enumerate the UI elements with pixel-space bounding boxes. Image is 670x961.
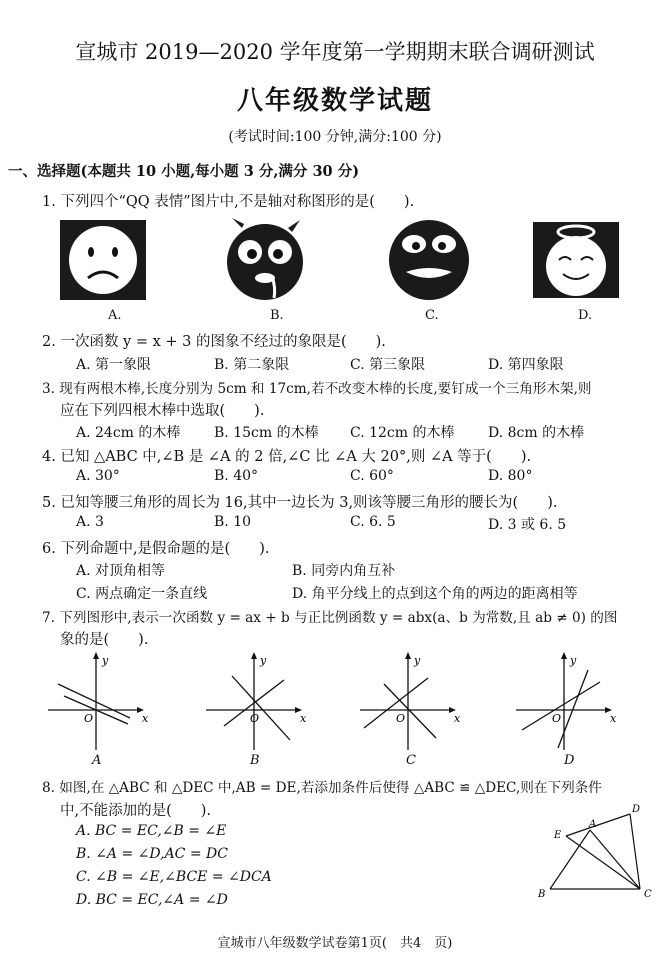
q7-graph-a [44, 648, 154, 752]
q8-option-d: D. BC = EC,∠A = ∠D [76, 892, 228, 908]
exam-info: (考试时间:100 分钟,满分:100 分) [228, 129, 442, 145]
q7-graph-b [202, 648, 312, 752]
q7-stem-line1: 7. 下列图形中,表示一次函数 y = ax + b 与正比例函数 y = abx(a、b 为常数,且 ab ≠ 0) 的图 [42, 610, 618, 626]
q8-triangle-figure [530, 800, 660, 905]
page-footer: 宣城市八年级数学试卷第1页( 共4 页) [217, 936, 453, 951]
q4-option-d: D. 80° [488, 468, 533, 484]
q8-option-c: C. ∠B = ∠E,∠BCE = ∠DCA [76, 869, 272, 885]
section1-heading: 一、选择题(本题共 10 小题,每小题 3 分,满分 30 分) [8, 163, 360, 180]
q7-b-y-label: y [260, 654, 267, 667]
q8-point-a: A [589, 819, 597, 830]
q7-label-d: D [564, 753, 575, 768]
q7-graph-d [512, 648, 622, 752]
q6-option-c: C. 两点确定一条直线 [76, 586, 208, 602]
q7-c-x-label: x [454, 712, 461, 725]
q3-stem-line2: 应在下列四根木棒中选取( ). [60, 403, 265, 419]
q3-stem-line1: 3. 现有两根木棒,长度分别为 5cm 和 17cm,若不改变木棒的长度,要钉成一个三角形木架,则 [42, 381, 592, 397]
q8-option-a: A. BC = EC,∠B = ∠E [76, 823, 227, 839]
q1-label-b: B. [270, 308, 284, 323]
q6-option-d: D. 角平分线上的点到这个角的两边的距离相等 [292, 586, 578, 602]
q1-label-d: D. [578, 308, 593, 323]
q2-option-a: A. 第一象限 [76, 357, 152, 373]
q7-c-origin: O [396, 712, 406, 725]
q1-stem: 1. 下列四个“QQ 表情”图片中,不是轴对称图形的是( ). [42, 194, 415, 210]
q3-option-d: D. 8cm 的木棒 [488, 425, 585, 441]
q6-stem: 6. 下列命题中,是假命题的是( ). [42, 541, 270, 557]
q1-image-d-angel-face-icon [533, 222, 619, 298]
exam-title-line2: 八年级数学试题 [236, 86, 433, 116]
q4-option-a: A. 30° [76, 468, 120, 484]
q7-label-a: A [92, 753, 102, 768]
q7-b-x-label: x [300, 712, 307, 725]
q2-option-d: D. 第四象限 [488, 357, 564, 373]
q1-image-b-crying-face-icon [220, 214, 310, 302]
q7-c-y-label: y [414, 654, 421, 667]
q6-option-a: A. 对顶角相等 [76, 563, 166, 579]
q7-d-x-label: x [610, 712, 617, 725]
q8-point-d: D [632, 804, 641, 815]
q7-a-y-label: y [102, 654, 109, 667]
q7-a-origin: O [84, 712, 94, 725]
q5-option-a: A. 3 [76, 514, 104, 530]
q5-stem: 5. 已知等腰三角形的周长为 16,其中一边长为 3,则该等腰三角形的腰长为( ). [42, 495, 558, 511]
q8-point-c: C [644, 889, 652, 900]
q4-option-c: C. 60° [350, 468, 394, 484]
q8-option-b: B. ∠A = ∠D,AC = DC [76, 846, 228, 862]
q1-image-a-sad-face-icon [60, 220, 146, 300]
exam-title-line1: 宣城市 2019—2020 学年度第一学期期末联合调研测试 [75, 40, 595, 64]
q7-b-origin: O [250, 712, 260, 725]
q7-graph-c [356, 648, 466, 752]
q3-option-b: B. 15cm 的木棒 [214, 425, 319, 441]
q7-d-origin: O [552, 712, 562, 725]
q7-stem-line2: 象的是( ). [60, 632, 149, 648]
q2-stem: 2. 一次函数 y = x + 3 的图象不经过的象限是( ). [42, 334, 386, 350]
q4-stem: 4. 已知 △ABC 中,∠B 是 ∠A 的 2 倍,∠C 比 ∠A 大 20°,则 ∠A 等于( ). [42, 449, 532, 465]
q5-option-b: B. 10 [214, 514, 252, 530]
q7-a-x-label: x [142, 712, 149, 725]
q2-option-b: B. 第二象限 [214, 357, 290, 373]
q7-label-c: C [406, 753, 416, 768]
q1-label-a: A. [108, 308, 122, 323]
q2-option-c: C. 第三象限 [350, 357, 426, 373]
q8-point-b: B [538, 889, 546, 900]
q8-stem-line2: 中,不能添加的是( ). [60, 803, 212, 819]
q4-option-b: B. 40° [214, 468, 259, 484]
q1-label-c: C. [425, 308, 439, 323]
q7-label-b: B [250, 753, 260, 768]
q1-image-c-grimace-face-icon [386, 218, 472, 302]
q3-option-c: C. 12cm 的木棒 [350, 425, 455, 441]
q6-option-b: B. 同旁内角互补 [292, 563, 396, 579]
q8-point-e: E [554, 830, 562, 841]
q5-option-d: D. 3 或 6. 5 [488, 517, 567, 533]
q7-d-y-label: y [570, 654, 577, 667]
q3-option-a: A. 24cm 的木棒 [76, 425, 181, 441]
q8-stem-line1: 8. 如图,在 △ABC 和 △DEC 中,AB = DE,若添加条件后使得 △ABC ≌ △DEC,则在下列条件 [42, 780, 602, 796]
q5-option-c: C. 6. 5 [350, 514, 396, 530]
